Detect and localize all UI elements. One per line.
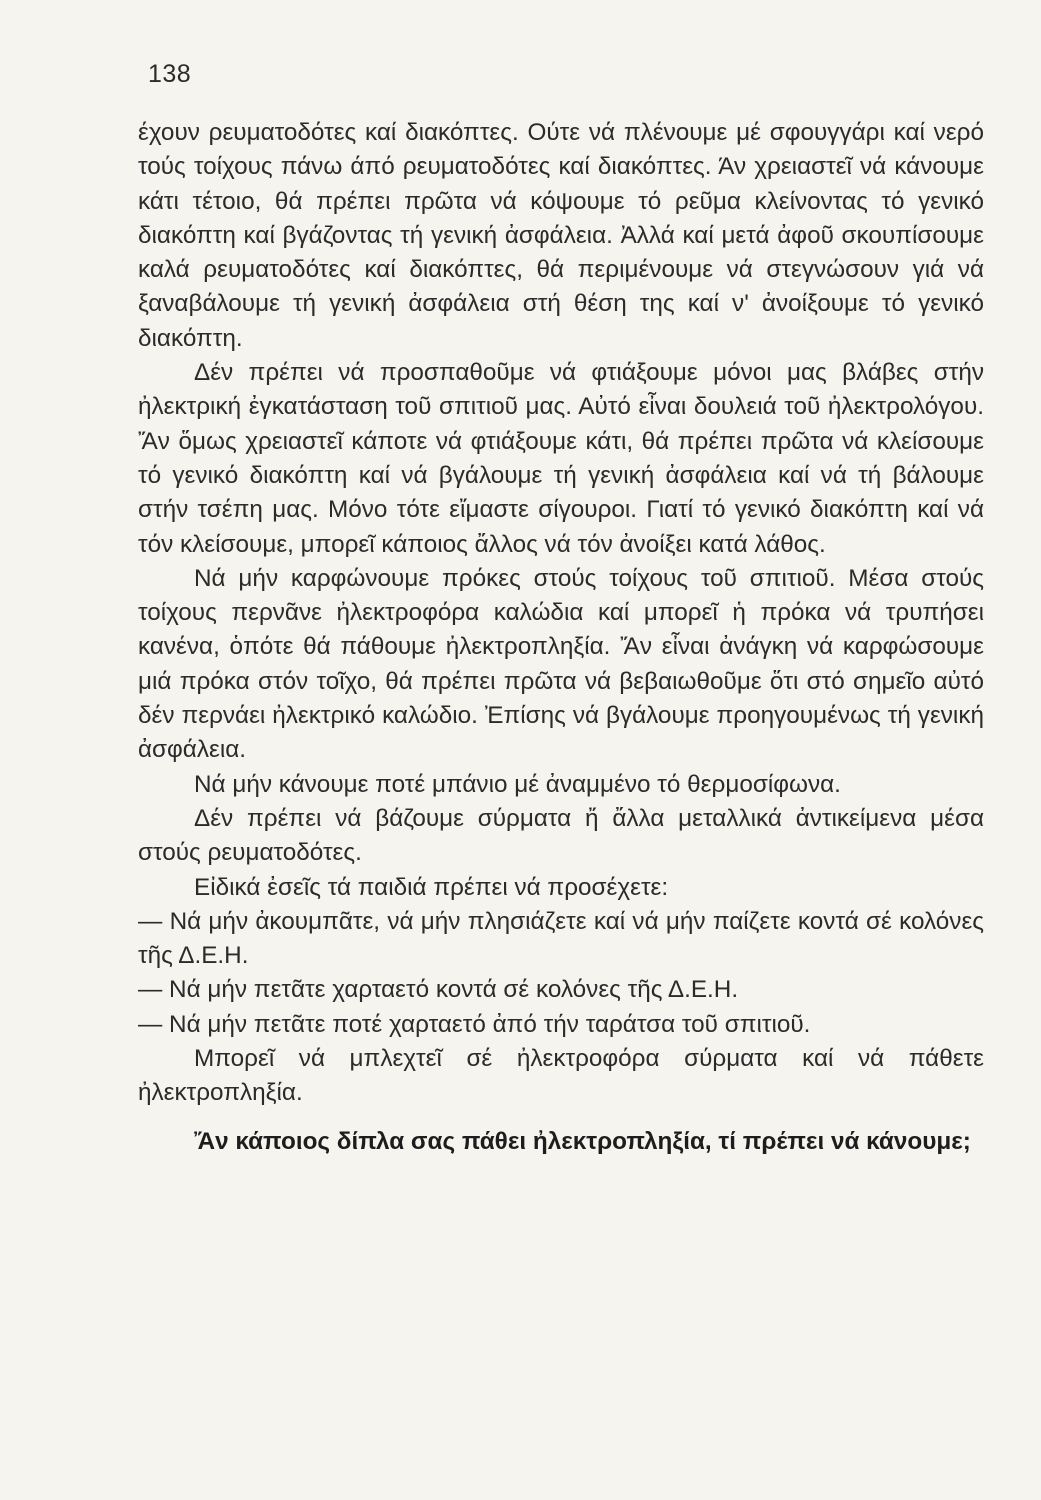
- page-number: 138: [148, 60, 192, 88]
- dash-item-kite-poles: — Νά μήν πετᾶτε χαρταετό κοντά σέ κολόνες τῆς Δ.Ε.Η.: [138, 976, 739, 1004]
- paragraph-sockets-cleaning: έχουν ρευματοδότες καί διακόπτες. Ούτε νά πλένουμε μέ σφουγγάρι καί νερό τούς τοίχους πάνω άπό ρευματοδότες καί διακόπτες. Άν χρειαστεῖ νά κάνουμε κάτι τέτοιο, θά πρέπει πρῶτα νά κόψουμε τό ρεῦμα κλείνοντας τό γενικό διακόπτη καί βγάζοντας τή γενική ἀσφάλεια. Ἀλλά καί μετά ἀφοῦ σκουπίσουμε καλά ρευματοδότες καί διακόπτες, θά περιμένουμε νά στεγνώσουν γιά νά ξαναβάλουμε τή γενική ἀσφάλεια στή θέση της καί ν' ἀνοίξουμε τό γενικό διακόπτη.: [138, 119, 984, 352]
- dash-item-kite-roof: — Νά μήν πετᾶτε ποτέ χαρταετό ἀπό τήν ταράτσα τοῦ σπιτιοῦ.: [138, 1010, 811, 1038]
- dash-item-poles: — Νά μήν ἀκουμπᾶτε, νά μήν πλησιάζετε καί νά μήν παίζετε κοντά σέ κολόνες τῆς Δ.Ε.Η.: [138, 907, 984, 970]
- section-heading: Ἄν κάποιος δίπλα σας πάθει ἠλεκτροπληξία, τί πρέπει νά κάνουμε;: [194, 1127, 971, 1155]
- paragraph-children-intro: Εἰδικά ἐσεῖς τά παιδιά πρέπει νά προσέχετε:: [194, 873, 669, 901]
- paragraph-entangle-warning: Μπορεῖ νά μπλεχτεῖ σέ ἠλεκτροφόρα σύρματα καί νά πάθετε ἠλεκτροπληξία.: [138, 1045, 984, 1107]
- paragraph-nails: Νά μήν καρφώνουμε πρόκες στούς τοίχους τοῦ σπιτιοῦ. Μέσα στούς τοίχους περνᾶνε ἠλεκτροφόρα καλώδια καί μπορεῖ ἡ πρόκα νά τρυπήσει κανένα, ὁπότε θά πάθουμε ἠλεκτροπληξία. Ἄν εἶναι ἀνάγκη νά καρφώσουμε μιά πρόκα στόν τοῖχο, θά πρέπει πρῶτα νά βεβαιωθοῦμε ὅτι στό σημεῖο αὐτό δέν περνάει ἠλεκτρικό καλώδιο. Ἐπίσης νά βγάλουμε προηγουμένως τή γενική ἀσφάλεια.: [138, 564, 984, 764]
- paragraph-water-heater: Νά μήν κάνουμε ποτέ μπάνιο μέ ἀναμμένο τό θερμοσίφωνα.: [194, 770, 841, 798]
- body-text: [138, 116, 984, 1159]
- paragraph-repairs: Δέν πρέπει νά προσπαθοῦμε νά φτιάξουμε μόνοι μας βλάβες στήν ἠλεκτρική ἐγκατάσταση τοῦ σπιτιοῦ μας. Αὐτό εἶναι δουλειά τοῦ ἠλεκτρολόγου. Ἄν ὅμως χρειαστεῖ κάποτε νά φτιάξουμε κάτι, θά πρέπει πρῶτα νά κλείσουμε τό γενικό διακόπτη καί νά βγάλουμε τή γενική ἀσφάλεια καί νά τή βάλουμε στήν τσέπη μας. Μόνο τότε εἴμαστε σίγουροι. Γιατί τό γενικό διακόπτη καί νά τόν κλείσουμε, μπορεῖ κάποιος ἄλλος νά τόν ἀνοίξει κατά λάθος.: [138, 359, 984, 558]
- paragraph-wires-in-sockets: Δέν πρέπει νά βάζουμε σύρματα ἤ ἄλλα μεταλλικά ἀντικείμενα μέσα στούς ρευματοδότες.: [138, 804, 984, 867]
